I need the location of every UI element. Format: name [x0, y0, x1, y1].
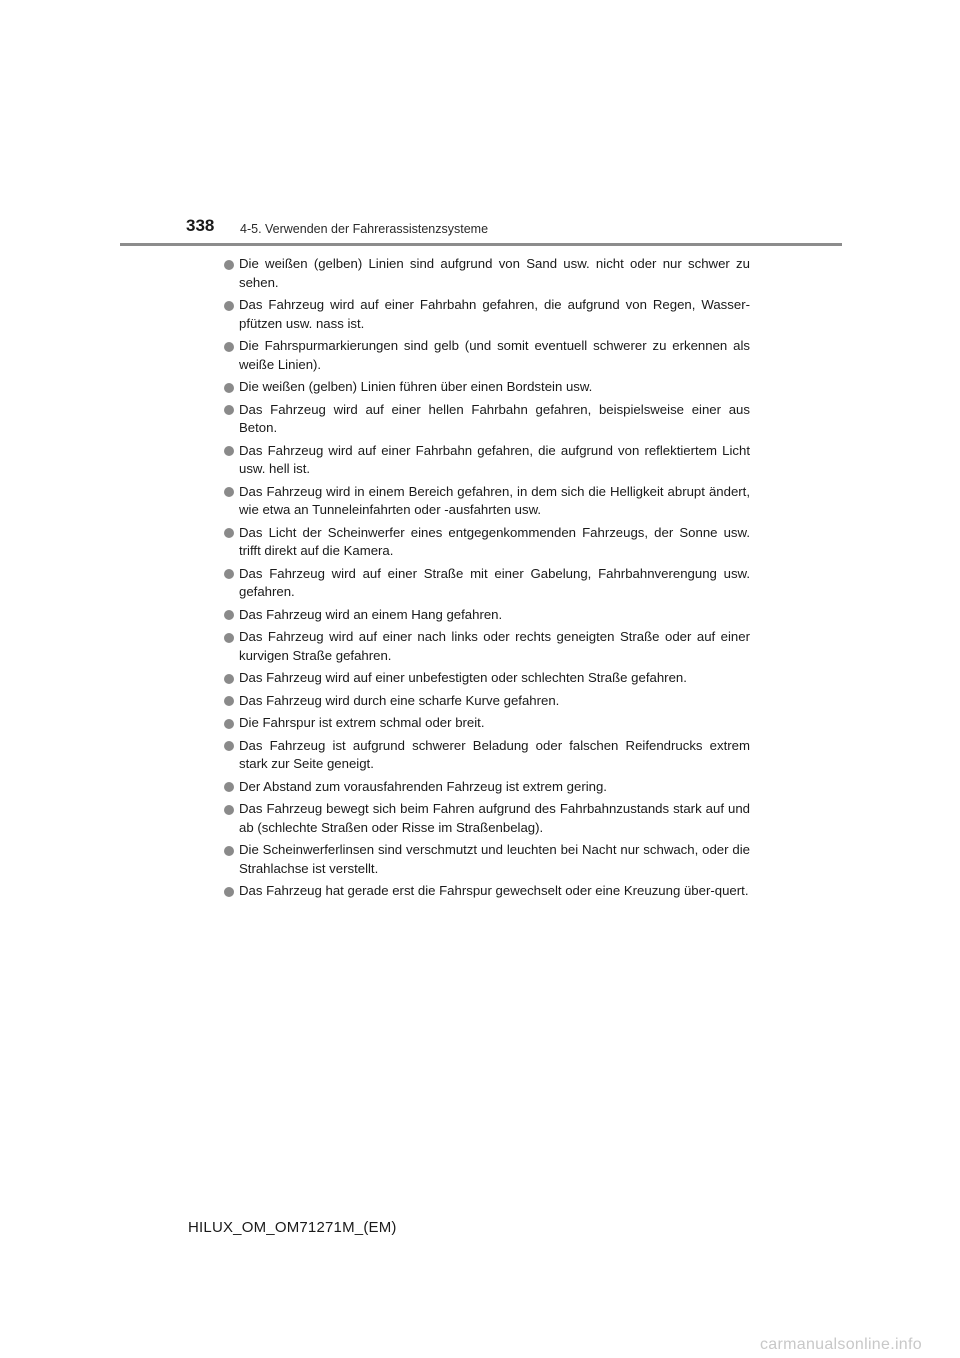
bullet-icon: [224, 528, 234, 538]
list-item-text: Der Abstand zum vorausfahrenden Fahrzeug ist extrem gering.: [239, 778, 607, 794]
bullet-icon: [224, 741, 234, 751]
list-item: [222, 524, 750, 561]
list-item-text: Die Fahrspur ist extrem schmal oder breit.: [239, 715, 485, 730]
list-item-text: Das Fahrzeug wird durch eine scharfe Kurve gefahren.: [239, 692, 560, 708]
list-item: [222, 800, 750, 837]
list-item: [222, 778, 750, 797]
list-item-text: Das Fahrzeug wird auf einer hellen Fahrbahn gefahren, beispielsweise einer aus Beton.: [239, 401, 750, 435]
bullet-icon: [224, 846, 234, 856]
bullet-icon: [224, 569, 234, 579]
list-item-text: Das Fahrzeug wird auf einer nach links oder rechts geneigten Straße oder auf einer kurvigen Straße gefahren.: [239, 629, 750, 663]
list-item: [222, 378, 750, 397]
bullet-icon: [224, 805, 234, 815]
list-item-text: Das Fahrzeug ist aufgrund schwerer Beladung oder falschen Reifendrucks extrem stark zur Seite geneigt.: [239, 737, 750, 771]
document-code: HILUX_OM_OM71271M_(EM): [188, 1219, 397, 1236]
list-item-text: Die Scheinwerferlinsen sind verschmutzt und leuchten bei Nacht nur schwach, oder die Strahlachse ist verstellt.: [239, 842, 750, 876]
bullet-icon: [224, 342, 234, 352]
bullet-icon: [224, 301, 234, 311]
list-item: [222, 337, 750, 374]
list-item: [222, 255, 750, 292]
watermark: carmanualsonline.info: [760, 1336, 922, 1353]
bullet-icon: [224, 696, 234, 706]
list-item: [222, 882, 750, 901]
list-item-text: Das Licht der Scheinwerfer eines entgegenkommenden Fahrzeugs, der Sonne usw. trifft direkt auf die Kamera.: [239, 524, 750, 558]
bullet-icon: [224, 260, 234, 270]
section-title: 4-5. Verwenden der Fahrerassistenzsysteme: [240, 222, 489, 236]
condition-list: [222, 255, 750, 905]
bullet-icon: [224, 782, 234, 792]
list-item: [222, 296, 750, 333]
list-item-text: Die weißen (gelben) Linien sind aufgrund von Sand usw. nicht oder nur schwer zu sehen.: [239, 256, 750, 290]
bullet-icon: [224, 487, 234, 497]
list-item-text: Das Fahrzeug wird auf einer Fahrbahn gefahren, die aufgrund von Regen, Wasser-pfützen usw. nass ist.: [239, 297, 750, 331]
list-item-text: Das Fahrzeug wird an einem Hang gefahren.: [239, 606, 503, 622]
list-item-text: Das Fahrzeug wird auf einer Straße mit einer Gabelung, Fahrbahnverengung usw. gefahren.: [239, 565, 750, 599]
bullet-icon: [224, 887, 234, 897]
bullet-icon: [224, 446, 234, 456]
bullet-icon: [224, 719, 234, 729]
bullet-icon: [224, 674, 234, 684]
list-item-text: Die Fahrspurmarkierungen sind gelb (und somit eventuell schwerer zu erkennen als weiße Linien).: [239, 338, 750, 372]
bullet-icon: [224, 610, 234, 620]
page-header: [0, 0, 960, 250]
list-item: [222, 606, 750, 625]
list-item: [222, 483, 750, 520]
list-item: [222, 692, 750, 711]
list-item: [222, 401, 750, 438]
list-item: [222, 737, 750, 774]
list-item-text: Das Fahrzeug hat gerade erst die Fahrspur gewechselt oder eine Kreuzung über-quert.: [239, 883, 749, 898]
bullet-icon: [224, 405, 234, 415]
list-item: [222, 669, 750, 688]
list-item: [222, 714, 750, 733]
page-number: 338: [186, 216, 215, 235]
list-item: [222, 841, 750, 878]
list-item: [222, 628, 750, 665]
list-item: [222, 442, 750, 479]
list-item-text: Die weißen (gelben) Linien führen über einen Bordstein usw.: [239, 379, 593, 394]
list-item-text: Das Fahrzeug bewegt sich beim Fahren aufgrund des Fahrbahnzustands stark auf und ab (schlechte Straßen oder Risse im Straßenbelag).: [239, 801, 750, 835]
list-item-text: Das Fahrzeug wird in einem Bereich gefahren, in dem sich die Helligkeit abrupt ändert, wie etwa an Tunneleinfahrten oder -ausfahrten usw.: [239, 483, 750, 517]
bullet-icon: [224, 383, 234, 393]
header-divider: [120, 243, 842, 246]
bullet-icon: [224, 633, 234, 643]
list-item: [222, 565, 750, 602]
list-item-text: Das Fahrzeug wird auf einer Fahrbahn gefahren, die aufgrund von reflektiertem Licht usw. hell ist.: [239, 442, 750, 476]
list-item-text: Das Fahrzeug wird auf einer unbefestigten oder schlechten Straße gefahren.: [239, 670, 687, 685]
